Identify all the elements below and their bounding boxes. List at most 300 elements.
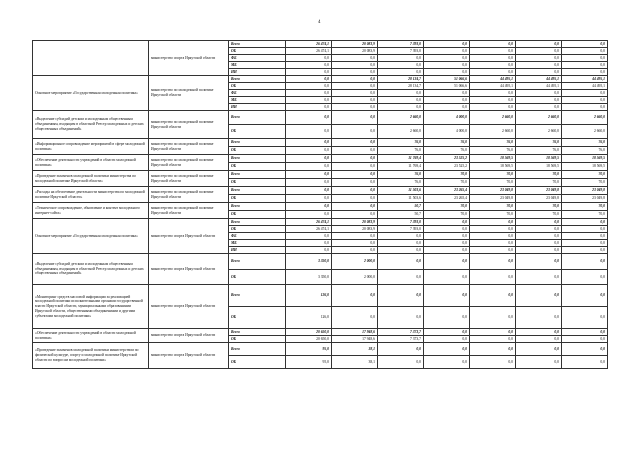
cell-y2020: 0,0: [562, 62, 608, 69]
cell-y2014: 0,0: [286, 211, 332, 219]
cell-y2018: 70,0: [470, 211, 516, 219]
cell-source: ИИ: [229, 247, 286, 254]
cell-y2016: 7 373,7: [378, 336, 424, 343]
cell-y2018: 70,0: [470, 171, 516, 179]
cell-y2016: 11 503,6: [378, 187, 424, 195]
cell-y2020: 0,0: [562, 97, 608, 104]
cell-event: «Проведение экзаменов молодежной политики министерством по физической культуре, спорту и молодежной политике Иркутской области по вопросам молодежной политики»: [33, 343, 149, 369]
cell-source: ОБ: [229, 125, 286, 139]
cell-source: ОБ: [229, 226, 286, 233]
table-row: [33, 187, 608, 195]
cell-y2018: 0,0: [470, 233, 516, 240]
cell-y2017: 23 525,2: [424, 155, 470, 163]
cell-y2020: 2 660,0: [562, 125, 608, 139]
table-row: [33, 329, 608, 336]
cell-source: ОБ: [229, 83, 286, 90]
cell-executor: министерство по молодежной политике Иркутской области: [149, 111, 229, 139]
cell-y2017: 0,0: [424, 329, 470, 336]
cell-y2019: 70,0: [516, 211, 562, 219]
cell-y2018: 0,0: [470, 356, 516, 369]
cell-executor: министерство по молодежной политике Иркутской области: [149, 187, 229, 203]
cell-y2015: 0,0: [332, 76, 378, 83]
cell-y2014: 95,0: [286, 343, 332, 356]
cell-y2019: 76,0: [516, 139, 562, 147]
cell-y2014: 0,0: [286, 104, 332, 111]
cell-y2018: 0,0: [470, 285, 516, 307]
cell-y2014: 0,0: [286, 90, 332, 97]
cell-y2018: 0,0: [470, 254, 516, 270]
cell-y2015: 0,0: [332, 139, 378, 147]
table-row: [33, 219, 608, 226]
cell-y2018: 18 569,5: [470, 163, 516, 171]
cell-y2014: 0,0: [286, 233, 332, 240]
cell-y2016: 28 134,7: [378, 83, 424, 90]
cell-y2017: 0,0: [424, 69, 470, 76]
cell-y2015: 0,0: [332, 285, 378, 307]
cell-event: «Мониторинг средств массовой информации за реализацией молодежной политики исполнительными органами государственной власти Иркутской области, муниципальными образованиями Иркутской области, общественными объединениями и другими субъектами молодежной политики»: [33, 285, 149, 329]
cell-y2016: 50,7: [378, 211, 424, 219]
cell-y2014: 0,0: [286, 155, 332, 163]
cell-y2016: 7 393,0: [378, 48, 424, 55]
cell-y2019: 0,0: [516, 69, 562, 76]
cell-y2020: 0,0: [562, 69, 608, 76]
cell-source: ОБ: [229, 48, 286, 55]
cell-y2015: 20 083,9: [332, 219, 378, 226]
cell-y2018: 0,0: [470, 307, 516, 329]
cell-y2017: 0,0: [424, 336, 470, 343]
cell-y2017: 0,0: [424, 233, 470, 240]
cell-y2019: 70,0: [516, 179, 562, 187]
cell-y2016: 0,0: [378, 55, 424, 62]
cell-y2017: 70,0: [424, 211, 470, 219]
cell-y2016: 0,0: [378, 90, 424, 97]
page-number: 4: [318, 20, 321, 25]
cell-executor: министерство спорта Иркутской области: [149, 254, 229, 285]
cell-y2015: 0,0: [332, 155, 378, 163]
cell-y2019: 0,0: [516, 226, 562, 233]
cell-y2017: 70,0: [424, 171, 470, 179]
cell-y2016: 0,0: [378, 343, 424, 356]
cell-y2020: 0,0: [562, 307, 608, 329]
cell-y2019: 0,0: [516, 62, 562, 69]
cell-y2020: 0,0: [562, 343, 608, 356]
cell-y2020: 18 569,5: [562, 163, 608, 171]
table-row: [33, 41, 608, 48]
cell-y2015: 0,0: [332, 163, 378, 171]
cell-y2015: 38,1: [332, 343, 378, 356]
cell-y2016: 7 393,0: [378, 41, 424, 48]
cell-y2018: 0,0: [470, 219, 516, 226]
cell-y2016: 0,0: [378, 307, 424, 329]
cell-y2020: 0,0: [562, 336, 608, 343]
cell-y2019: 44 495,1: [516, 76, 562, 83]
cell-source: МБ: [229, 240, 286, 247]
cell-y2014: 0,0: [286, 240, 332, 247]
cell-y2018: 70,0: [470, 203, 516, 211]
cell-y2016: 11 503,6: [378, 195, 424, 203]
cell-source: МБ: [229, 62, 286, 69]
cell-y2017: 23 265,4: [424, 195, 470, 203]
cell-y2019: 0,0: [516, 240, 562, 247]
cell-y2018: 0,0: [470, 270, 516, 285]
cell-y2014: 0,0: [286, 97, 332, 104]
cell-y2015: 0,0: [332, 111, 378, 125]
cell-y2015: 0,0: [332, 203, 378, 211]
cell-y2014: 0,0: [286, 179, 332, 187]
cell-y2014: 0,0: [286, 171, 332, 179]
cell-y2019: 0,0: [516, 307, 562, 329]
cell-y2015: 0,0: [332, 211, 378, 219]
cell-source: Всего: [229, 155, 286, 163]
cell-y2014: 26 474,1: [286, 219, 332, 226]
cell-y2017: 0,0: [424, 41, 470, 48]
cell-y2018: 18 569,5: [470, 155, 516, 163]
cell-y2016: 76,0: [378, 179, 424, 187]
cell-y2017: 0,0: [424, 356, 470, 369]
cell-source: ОБ: [229, 211, 286, 219]
cell-event: Основное мероприятие «Государственная молодежная политика»: [33, 76, 149, 111]
cell-y2019: 0,0: [516, 97, 562, 104]
cell-y2017: 0,0: [424, 219, 470, 226]
cell-y2015: 0,0: [332, 179, 378, 187]
table-row: [33, 111, 608, 125]
cell-source: ОБ: [229, 336, 286, 343]
cell-source: ОБ: [229, 163, 286, 171]
cell-y2014: 3 350,0: [286, 254, 332, 270]
cell-y2014: 0,0: [286, 55, 332, 62]
cell-executor: министерство спорта Иркутской области: [149, 329, 229, 343]
cell-y2019: 0,0: [516, 343, 562, 356]
cell-y2014: 0,0: [286, 125, 332, 139]
cell-y2014: 126,0: [286, 307, 332, 329]
cell-y2019: 0,0: [516, 48, 562, 55]
cell-executor: министерство спорта Иркутской области: [149, 219, 229, 254]
cell-y2020: 0,0: [562, 285, 608, 307]
cell-event: [33, 41, 149, 76]
cell-y2018: 0,0: [470, 41, 516, 48]
cell-y2014: 0,0: [286, 203, 332, 211]
cell-source: Всего: [229, 111, 286, 125]
cell-y2016: 50,7: [378, 203, 424, 211]
cell-y2014: 0,0: [286, 62, 332, 69]
cell-y2016: 11 769,4: [378, 163, 424, 171]
cell-source: Всего: [229, 171, 286, 179]
cell-source: Всего: [229, 41, 286, 48]
cell-y2019: 0,0: [516, 329, 562, 336]
cell-source: ОБ: [229, 195, 286, 203]
cell-y2017: 0,0: [424, 104, 470, 111]
cell-y2020: 0,0: [562, 270, 608, 285]
cell-y2017: 0,0: [424, 270, 470, 285]
cell-source: Всего: [229, 254, 286, 270]
cell-event: «Проведение экзаменов молодежной политики министерства по молодежной политике Иркутской области»: [33, 171, 149, 187]
cell-y2018: 44 495,1: [470, 83, 516, 90]
cell-source: Всего: [229, 203, 286, 211]
cell-y2020: 0,0: [562, 226, 608, 233]
cell-y2014: 0,0: [286, 83, 332, 90]
cell-y2019: 23 049,8: [516, 187, 562, 195]
cell-y2020: 44 495,1: [562, 76, 608, 83]
cell-y2020: 18 569,5: [562, 155, 608, 163]
cell-y2014: 0,0: [286, 69, 332, 76]
cell-y2018: 76,0: [470, 147, 516, 155]
cell-y2016: 76,0: [378, 139, 424, 147]
cell-source: Всего: [229, 285, 286, 307]
cell-y2017: 23 265,4: [424, 187, 470, 195]
cell-y2015: 17 948,6: [332, 329, 378, 336]
cell-y2015: 0,0: [332, 195, 378, 203]
cell-y2017: 4 000,0: [424, 125, 470, 139]
cell-y2017: 0,0: [424, 307, 470, 329]
cell-y2019: 0,0: [516, 41, 562, 48]
cell-y2018: 76,0: [470, 139, 516, 147]
cell-y2016: 0,0: [378, 69, 424, 76]
cell-y2017: 51 066,6: [424, 76, 470, 83]
cell-y2015: 0,0: [332, 233, 378, 240]
cell-source: Всего: [229, 187, 286, 195]
cell-y2018: 0,0: [470, 336, 516, 343]
cell-y2016: 7 373,7: [378, 329, 424, 336]
cell-y2014: 26 474,1: [286, 41, 332, 48]
table-row: [33, 254, 608, 270]
cell-y2019: 0,0: [516, 104, 562, 111]
cell-y2020: 70,0: [562, 203, 608, 211]
cell-y2017: 0,0: [424, 285, 470, 307]
cell-y2016: 11 769,4: [378, 155, 424, 163]
cell-y2020: 76,0: [562, 139, 608, 147]
cell-y2015: 0,0: [332, 187, 378, 195]
cell-y2018: 0,0: [470, 240, 516, 247]
cell-executor: министерство по молодежной политике Иркутской области: [149, 155, 229, 171]
cell-y2015: 0,0: [332, 125, 378, 139]
cell-y2017: 0,0: [424, 226, 470, 233]
cell-y2020: 0,0: [562, 48, 608, 55]
cell-y2016: 28 134,7: [378, 76, 424, 83]
cell-y2015: 0,0: [332, 171, 378, 179]
cell-y2014: 3 350,0: [286, 270, 332, 285]
cell-y2018: 0,0: [470, 55, 516, 62]
table-row: [33, 171, 608, 179]
cell-y2014: 26 474,1: [286, 48, 332, 55]
cell-y2016: 76,0: [378, 171, 424, 179]
cell-y2015: 0,0: [332, 55, 378, 62]
cell-y2015: 0,0: [332, 97, 378, 104]
cell-y2017: 4 000,0: [424, 111, 470, 125]
cell-y2019: 76,0: [516, 147, 562, 155]
cell-y2017: 0,0: [424, 90, 470, 97]
cell-y2017: 0,0: [424, 247, 470, 254]
cell-source: ФБ: [229, 90, 286, 97]
cell-y2016: 2 660,0: [378, 111, 424, 125]
cell-y2019: 2 660,0: [516, 125, 562, 139]
cell-executor: министерство спорта Иркутской области: [149, 285, 229, 329]
cell-source: ИИ: [229, 104, 286, 111]
cell-event: «Обеспечение деятельности учреждений в области молодежной политики»: [33, 155, 149, 171]
cell-y2015: 20 083,9: [332, 41, 378, 48]
cell-source: ИИ: [229, 69, 286, 76]
cell-y2014: 0,0: [286, 76, 332, 83]
cell-y2016: 0,0: [378, 97, 424, 104]
budget-table: [32, 40, 608, 369]
cell-y2014: 0,0: [286, 247, 332, 254]
cell-y2020: 0,0: [562, 247, 608, 254]
cell-y2019: 18 569,5: [516, 163, 562, 171]
cell-y2020: 0,0: [562, 233, 608, 240]
cell-y2015: 2 000,0: [332, 254, 378, 270]
cell-y2015: 20 083,9: [332, 226, 378, 233]
cell-y2016: 0,0: [378, 240, 424, 247]
cell-y2017: 0,0: [424, 254, 470, 270]
cell-y2020: 0,0: [562, 254, 608, 270]
cell-y2020: 23 049,8: [562, 187, 608, 195]
cell-y2020: 0,0: [562, 356, 608, 369]
cell-y2018: 0,0: [470, 247, 516, 254]
cell-y2016: 7 393,0: [378, 219, 424, 226]
cell-y2016: 0,0: [378, 356, 424, 369]
cell-y2019: 0,0: [516, 233, 562, 240]
cell-source: Всего: [229, 76, 286, 83]
cell-y2015: 0,0: [332, 90, 378, 97]
cell-y2017: 70,0: [424, 179, 470, 187]
cell-y2014: 0,0: [286, 139, 332, 147]
cell-y2016: 0,0: [378, 254, 424, 270]
cell-source: ФБ: [229, 55, 286, 62]
cell-source: ОБ: [229, 356, 286, 369]
cell-y2019: 0,0: [516, 90, 562, 97]
cell-y2019: 70,0: [516, 171, 562, 179]
cell-y2018: 0,0: [470, 48, 516, 55]
cell-y2014: 0,0: [286, 111, 332, 125]
cell-source: Всего: [229, 343, 286, 356]
cell-y2019: 0,0: [516, 285, 562, 307]
cell-y2018: 0,0: [470, 69, 516, 76]
cell-y2018: 0,0: [470, 97, 516, 104]
cell-y2015: 17 948,6: [332, 336, 378, 343]
cell-y2020: 76,0: [562, 147, 608, 155]
cell-y2018: 0,0: [470, 226, 516, 233]
cell-y2020: 70,0: [562, 179, 608, 187]
cell-source: ОБ: [229, 307, 286, 329]
cell-y2020: 0,0: [562, 240, 608, 247]
cell-y2015: 0,0: [332, 62, 378, 69]
cell-source: ФБ: [229, 233, 286, 240]
cell-y2020: 44 495,1: [562, 83, 608, 90]
cell-y2016: 0,0: [378, 270, 424, 285]
cell-y2017: 0,0: [424, 55, 470, 62]
cell-source: ОБ: [229, 270, 286, 285]
cell-y2020: 2 660,0: [562, 111, 608, 125]
cell-y2019: 0,0: [516, 270, 562, 285]
cell-executor: министерство по молодежной политике Иркутской области: [149, 139, 229, 155]
cell-y2015: 38,1: [332, 356, 378, 369]
table-row: [33, 139, 608, 147]
cell-y2019: 0,0: [516, 254, 562, 270]
cell-y2018: 23 049,8: [470, 195, 516, 203]
cell-y2014: 0,0: [286, 163, 332, 171]
cell-event: «Обеспечение деятельности учреждений в области молодежной политики»: [33, 329, 149, 343]
table-row: [33, 343, 608, 356]
cell-y2017: 0,0: [424, 62, 470, 69]
cell-y2018: 0,0: [470, 343, 516, 356]
cell-y2019: 23 049,8: [516, 195, 562, 203]
cell-y2014: 20 650,0: [286, 336, 332, 343]
cell-executor: министерство спорта Иркутской области: [149, 343, 229, 369]
cell-y2017: 0,0: [424, 97, 470, 104]
cell-y2015: 0,0: [332, 83, 378, 90]
cell-y2019: 44 495,1: [516, 83, 562, 90]
cell-source: Всего: [229, 329, 286, 336]
table-row: [33, 76, 608, 83]
cell-y2014: 0,0: [286, 195, 332, 203]
cell-y2018: 0,0: [470, 62, 516, 69]
cell-event: «Информационное сопровождение мероприятий в сфере молодежной политики»: [33, 139, 149, 155]
cell-y2018: 0,0: [470, 329, 516, 336]
cell-y2018: 70,0: [470, 179, 516, 187]
cell-event: «Техническое сопровождение, обновление и контент молодежного интернет-сайта»: [33, 203, 149, 219]
cell-executor: министерство по молодежной политике Иркутской области: [149, 76, 229, 111]
cell-y2017: 70,0: [424, 203, 470, 211]
cell-y2016: 0,0: [378, 104, 424, 111]
cell-source: ОБ: [229, 179, 286, 187]
cell-y2020: 0,0: [562, 329, 608, 336]
cell-y2019: 2 660,0: [516, 111, 562, 125]
cell-y2017: 23 525,2: [424, 163, 470, 171]
cell-y2019: 70,0: [516, 203, 562, 211]
cell-event: «Расходы на обеспечение деятельности министерства по молодежной политике Иркутской области»: [33, 187, 149, 203]
cell-y2017: 51 066,6: [424, 83, 470, 90]
cell-y2019: 0,0: [516, 336, 562, 343]
cell-y2016: 2 660,0: [378, 125, 424, 139]
cell-y2014: 0,0: [286, 147, 332, 155]
cell-y2017: 0,0: [424, 240, 470, 247]
cell-y2019: 18 569,5: [516, 155, 562, 163]
cell-y2018: 44 495,1: [470, 76, 516, 83]
cell-y2017: 76,0: [424, 139, 470, 147]
cell-y2014: 26 474,1: [286, 226, 332, 233]
cell-y2020: 0,0: [562, 41, 608, 48]
table-row: [33, 203, 608, 211]
cell-y2015: 0,0: [332, 247, 378, 254]
cell-executor: министерство по молодежной политике Иркутской области: [149, 203, 229, 219]
cell-y2018: 2 660,0: [470, 111, 516, 125]
cell-y2020: 70,0: [562, 211, 608, 219]
cell-y2015: 0,0: [332, 307, 378, 329]
cell-source: Всего: [229, 139, 286, 147]
cell-y2017: 76,0: [424, 147, 470, 155]
cell-y2016: 0,0: [378, 247, 424, 254]
cell-y2015: 0,0: [332, 104, 378, 111]
cell-y2015: 0,0: [332, 69, 378, 76]
cell-event: Основное мероприятие «Государственная молодежная политика»: [33, 219, 149, 254]
cell-y2020: 0,0: [562, 55, 608, 62]
cell-y2016: 76,0: [378, 147, 424, 155]
cell-y2015: 20 083,9: [332, 48, 378, 55]
cell-y2017: 0,0: [424, 48, 470, 55]
table-row: [33, 285, 608, 307]
table-row: [33, 155, 608, 163]
cell-y2014: 95,0: [286, 356, 332, 369]
cell-executor: министерство спорта Иркутской области: [149, 41, 229, 76]
cell-y2015: 0,0: [332, 147, 378, 155]
cell-source: МБ: [229, 97, 286, 104]
cell-y2017: 0,0: [424, 343, 470, 356]
cell-y2015: 0,0: [332, 240, 378, 247]
cell-y2018: 23 049,8: [470, 187, 516, 195]
cell-y2015: 2 000,0: [332, 270, 378, 285]
cell-y2020: 0,0: [562, 90, 608, 97]
cell-source: Всего: [229, 219, 286, 226]
cell-y2016: 0,0: [378, 233, 424, 240]
